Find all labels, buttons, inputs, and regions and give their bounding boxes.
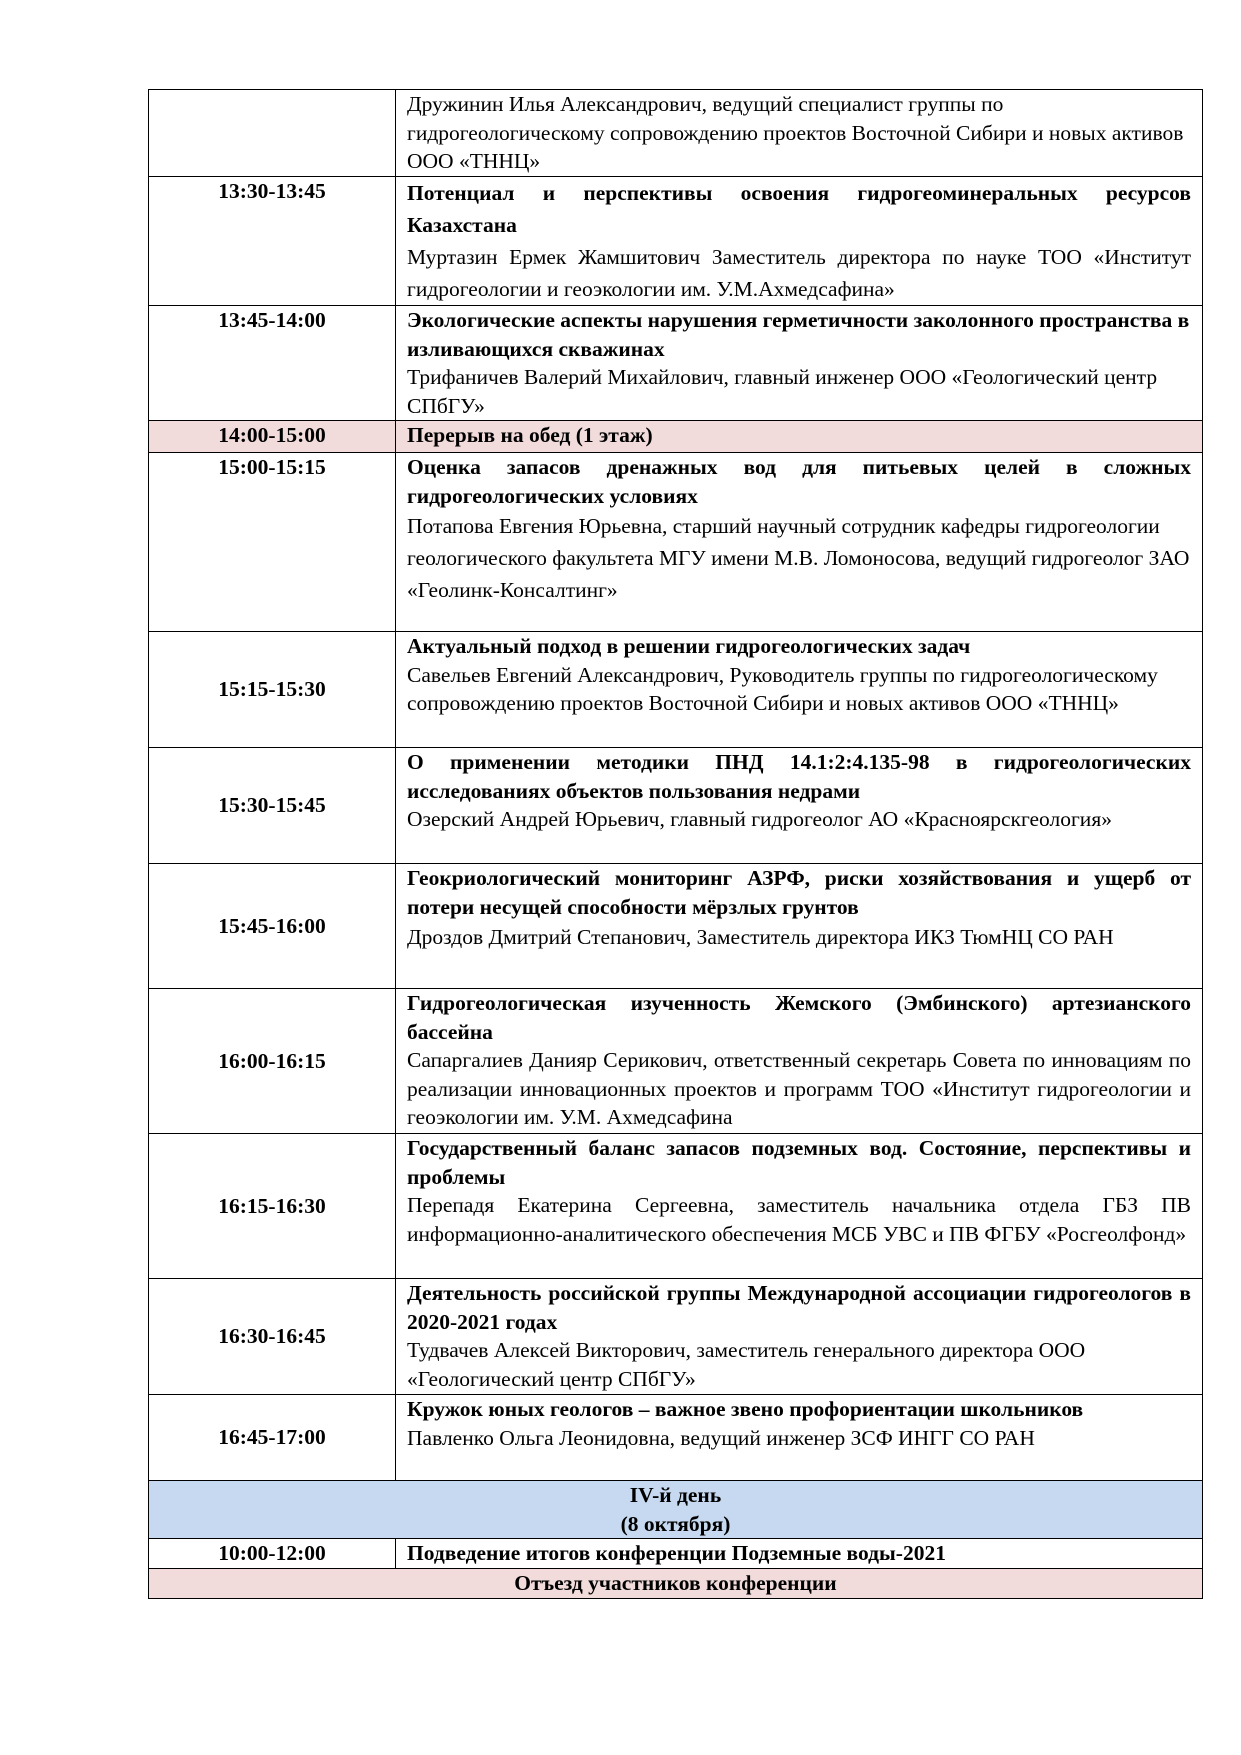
talk-title: Геокриологический мониторинг АЗРФ, риски хозяйствования и ущерб от потери несущей способности мёрзлых грунтов xyxy=(407,866,1191,919)
schedule-row xyxy=(149,1279,1203,1395)
talk-cell xyxy=(396,306,1203,421)
talk-title: Потенциал и перспективы освоения гидрогеоминеральных ресурсов Казахстана xyxy=(407,181,1191,237)
closing-row xyxy=(149,1569,1203,1599)
time-cell: 15:45-16:00 xyxy=(149,864,396,989)
talk-title: Экологические аспекты нарушения герметичности заколонного пространства в изливающихся скважинах xyxy=(407,308,1190,361)
talk-speaker: Муртазин Ермек Жамшитович Заместитель директора по науке ТОО «Институт гидрогеологии и геоэкологии им. У.М.Ахмедсафина» xyxy=(407,245,1191,301)
talk-speaker: Перепадя Екатерина Сергеевна, заместитель начальника отдела ГБЗ ПВ информационно-аналитического обеспечения МСБ УВС и ПВ ФГБУ «Росгеолфонд» xyxy=(407,1193,1191,1246)
talk-cell xyxy=(396,453,1203,632)
time-cell: 14:00-15:00 xyxy=(149,421,396,453)
talk-title: Оценка запасов дренажных вод для питьевых целей в сложных гидрогеологических условиях xyxy=(407,455,1191,508)
time-cell xyxy=(149,90,396,177)
talk-cell xyxy=(396,632,1203,748)
talk-speaker: Трифаничев Валерий Михайлович, главный инженер ООО «Геологический центр СПбГУ» xyxy=(407,365,1158,418)
schedule-table xyxy=(148,89,1203,1599)
talk-cell xyxy=(396,90,1203,177)
time-cell: 13:45-14:00 xyxy=(149,306,396,421)
time-cell: 15:15-15:30 xyxy=(149,632,396,748)
talk-speaker: Потапова Евгения Юрьевна, старший научный сотрудник кафедры гидрогеологии геологического факультета МГУ имени М.В. Ломоносова, ведущий гидрогеолог ЗАО «Геолинк-Консалтинг» xyxy=(407,514,1190,602)
talk-cell xyxy=(396,177,1203,306)
day-header-row xyxy=(149,1481,1203,1539)
talk-title: Государственный баланс запасов подземных вод. Состояние, перспективы и проблемы xyxy=(407,1136,1191,1189)
talk-title: Кружок юных геологов – важное звено профориентации школьников xyxy=(407,1397,1084,1421)
schedule-row xyxy=(149,864,1203,989)
break-cell xyxy=(396,421,1203,453)
time-cell: 16:45-17:00 xyxy=(149,1395,396,1481)
break-label: Перерыв на обед (1 этаж) xyxy=(407,423,653,447)
talk-cell xyxy=(396,989,1203,1134)
talk-speaker: Тудвачев Алексей Викторович, заместитель генерального директора ООО «Геологический центр СПбГУ» xyxy=(407,1338,1086,1391)
talk-speaker: Дроздов Дмитрий Степанович, Заместитель директора ИКЗ ТюмНЦ СО РАН xyxy=(407,925,1114,949)
lunch-break-row xyxy=(149,421,1203,453)
talk-speaker: Савельев Евгений Александрович, Руководитель группы по гидрогеологическому сопровождению проектов Восточной Сибири и новых активов ООО «ТННЦ» xyxy=(407,662,1158,715)
talk-cell xyxy=(396,748,1203,864)
schedule-row xyxy=(149,90,1203,177)
talk-speaker: Павленко Ольга Леонидовна, ведущий инженер ЗСФ ИНГГ СО РАН xyxy=(407,1425,1035,1450)
talk-title: Деятельность российской группы Международной ассоциации гидрогеологов в 2020-2021 годах xyxy=(407,1281,1191,1334)
closing-cell: Отъезд участников конференции xyxy=(149,1569,1203,1599)
schedule-row xyxy=(149,632,1203,748)
talk-cell xyxy=(396,864,1203,989)
time-cell: 13:30-13:45 xyxy=(149,177,396,306)
time-cell: 15:00-15:15 xyxy=(149,453,396,632)
time-cell: 16:00-16:15 xyxy=(149,989,396,1134)
talk-title: О применении методики ПНД 14.1:2:4.135-98 в гидрогеологических исследованиях объектов пользования недрами xyxy=(407,750,1191,803)
schedule-row xyxy=(149,1134,1203,1279)
time-cell: 10:00-12:00 xyxy=(149,1539,396,1569)
schedule-row xyxy=(149,748,1203,864)
time-cell: 16:30-16:45 xyxy=(149,1279,396,1395)
summary-cell: Подведение итогов конференции Подземные воды-2021 xyxy=(396,1539,1203,1569)
day-header-title: IV-й день xyxy=(629,1483,722,1507)
schedule-row xyxy=(149,306,1203,421)
talk-speaker: Сапаргалиев Данияр Серикович, ответственный секретарь Совета по инновациям по реализации инновационных проектов и программ ТОО «Институт гидрогеологии и геоэкологии им. У.М. Ахмедсафина xyxy=(407,1048,1191,1129)
talk-cell xyxy=(396,1134,1203,1279)
schedule-row xyxy=(149,177,1203,306)
talk-title: Актуальный подход в решении гидрогеологических задач xyxy=(407,634,971,658)
day-header-cell xyxy=(149,1481,1203,1539)
talk-title: Гидрогеологическая изученность Жемского (Эмбинского) артезианского бассейна xyxy=(407,991,1191,1044)
schedule-row xyxy=(149,989,1203,1134)
schedule-row xyxy=(149,453,1203,632)
talk-speaker: Озерский Андрей Юрьевич, главный гидрогеолог АО «Красноярскгеология» xyxy=(407,807,1112,831)
summary-row xyxy=(149,1539,1203,1569)
talk-speaker: Дружинин Илья Александрович, ведущий специалист группы по гидрогеологическому сопровождению проектов Восточной Сибири и новых активов ООО «ТННЦ» xyxy=(407,92,1184,173)
day-header-date: (8 октября) xyxy=(620,1511,731,1536)
talk-cell xyxy=(396,1279,1203,1395)
time-cell: 16:15-16:30 xyxy=(149,1134,396,1279)
time-cell: 15:30-15:45 xyxy=(149,748,396,864)
talk-cell xyxy=(396,1395,1203,1481)
schedule-row xyxy=(149,1395,1203,1481)
